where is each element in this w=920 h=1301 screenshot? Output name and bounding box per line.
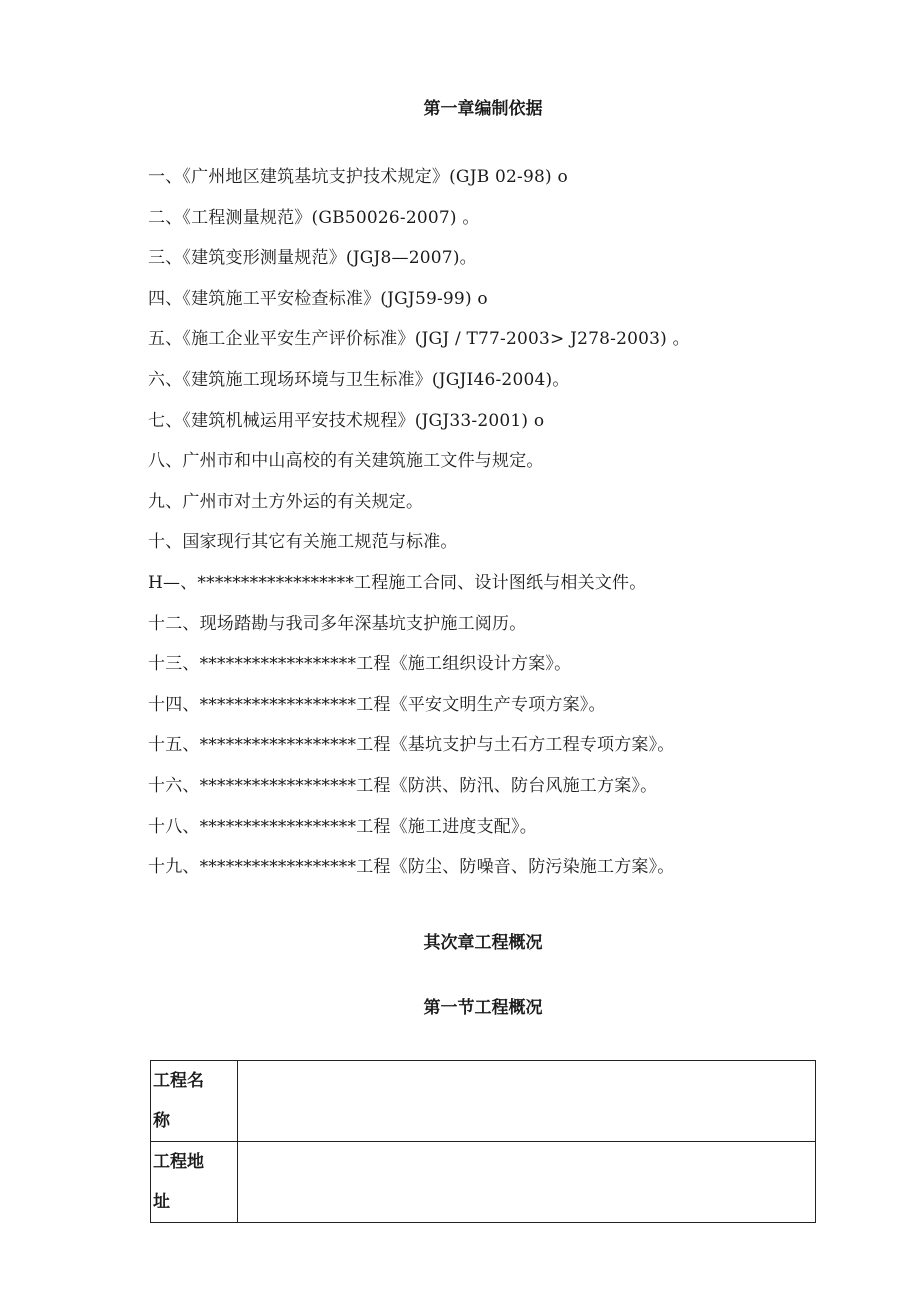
table-value-cell [238,1142,816,1223]
table-value-cell [238,1061,816,1142]
list-item: 一、《广州地区建筑基坑支护技术规定》(GJB 02-98) o [148,167,568,187]
list-item: H—、******************工程施工合同、设计图纸与相关文件。 [148,572,647,593]
list-item: 二、《工程测量规范》(GB50026-2007) 。 [148,207,480,228]
list-item: 七、《建筑机械运用平安技术规程》(JGJ33-2001) o [148,410,545,431]
list-item: 五、《施工企业平安生产评价标准》(JGJ / T77-2003> J278-2003) 。 [148,329,690,350]
chapter1-title: 第一章编制依据 [423,99,543,119]
label-line: 工程地 [153,1152,204,1172]
list-item: 九、广州市对土方外运的有关规定。 [148,491,424,512]
label-line: 址 [153,1192,170,1212]
list-item: 十四、******************工程《平安文明生产专项方案》。 [148,694,606,715]
project-overview-table [150,1060,816,1223]
list-item: 十五、******************工程《基坑支护与土石方工程专项方案》。 [148,735,675,756]
table-row [151,1061,816,1142]
table-row [151,1142,816,1223]
list-item: 十六、******************工程《防洪、防汛、防台风施工方案》。 [148,775,658,796]
table-label-cell [151,1061,238,1142]
label-line: 称 [153,1111,170,1131]
table-label-cell [151,1142,238,1223]
reference-list [148,166,690,897]
list-item: 十二、现场踏勘与我司多年深基坑支护施工阅历。 [148,613,527,634]
list-item: 六、《建筑施工现场环境与卫生标准》(JGJI46-2004)。 [148,369,570,390]
list-item: 八、广州市和中山高校的有关建筑施工文件与规定。 [148,451,544,472]
section1-title: 第一节工程概况 [423,998,543,1018]
list-item: 三、《建筑变形测量规范》(JGJ8—2007)。 [148,248,477,269]
list-item: 十、国家现行其它有关施工规范与标准。 [148,532,458,553]
list-item: 十三、******************工程《施工组织设计方案》。 [148,654,572,675]
chapter2-title: 其次章工程概况 [423,933,543,953]
list-item: 四、《建筑施工平安检查标准》(JGJ59-99) o [148,288,488,309]
list-item: 十八、******************工程《施工进度支配》。 [148,816,537,837]
list-item: 十九、******************工程《防尘、防噪音、防污染施工方案》。 [148,857,675,878]
label-line: 工程名 [153,1071,204,1091]
